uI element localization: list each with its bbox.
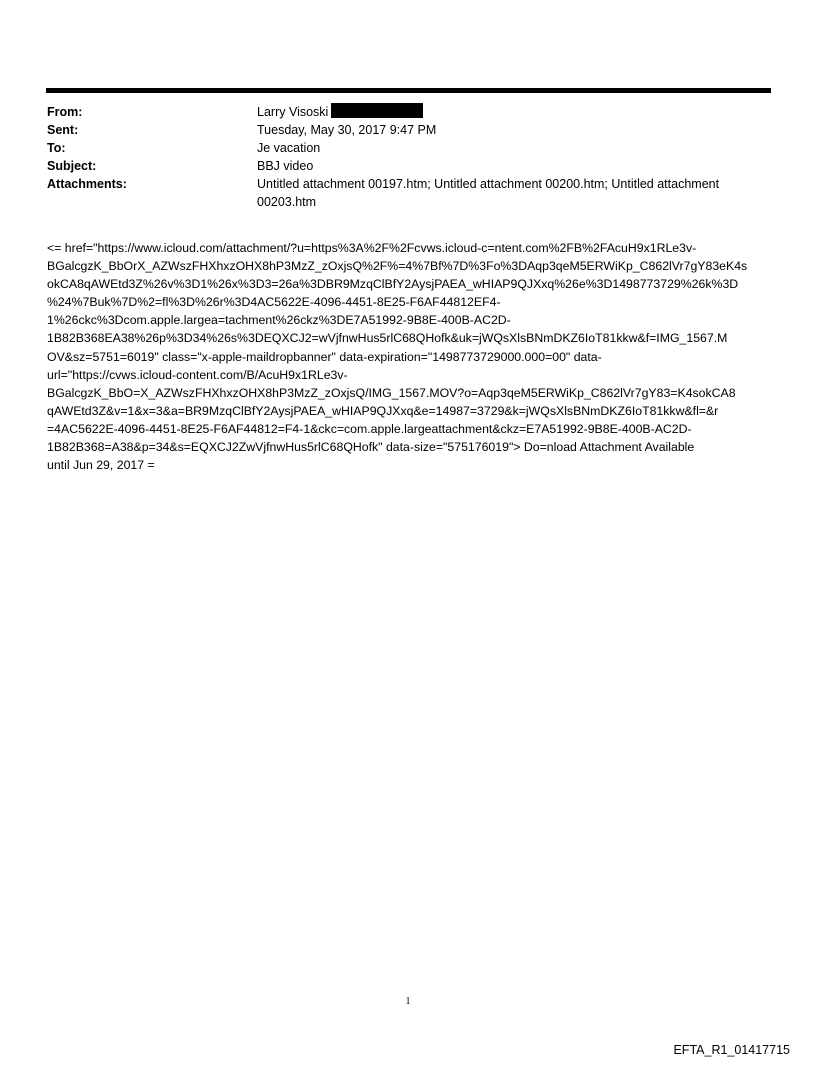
- attachments-value: Untitled attachment 00197.htm; Untitled attachment 00200.htm; Untitled attachment 00203.htm: [257, 177, 720, 209]
- sent-value: Tuesday, May 30, 2017 9:47 PM: [257, 123, 437, 137]
- attachments-row: [47, 175, 772, 211]
- body-line: qAWEtd3Z&v=1&x=3&a=BR9MzqClBfY2AysjPAEA_wHIAP9QJXxq&e=14987=3729&k=jWQsXlsBNmDKZ6IoT81kkw&fl=&r: [47, 403, 719, 418]
- body-line: %24%7Buk%7D%2=fl%3D%26r%3D4AC5622E-4096-4451-8E25-F6AF44812EF4-: [47, 295, 501, 310]
- page-number: 1: [405, 996, 411, 1007]
- body-line: until Jun 29, 2017 =: [47, 458, 155, 473]
- body-line: BGalcgzK_BbO=X_AZWszFHXhxzOHX8hP3MzZ_zOxjsQ/IMG_1567.MOV?o=Aqp3qeM5ERWiKp_C862lVr7gY83=K4sokCA8: [47, 385, 736, 400]
- sent-label: Sent:: [47, 123, 79, 137]
- from-row: [47, 103, 772, 121]
- body-line: 1B82B368EA38%26p%3D34%26s%3DEQXCJ2=wVjfnwHus5rlC68QHofk&uk=jWQsXlsBNmDKZ6IoT81kkw&f=IMG_1567.M: [47, 331, 728, 346]
- body-line: 1%26ckc%3Dcom.apple.largea=tachment%26ckz%3DE7A51992-9B8E-400B-AC2D-: [47, 313, 511, 328]
- sender-name: Larry Visoski: [257, 105, 329, 119]
- header-rule: [46, 88, 771, 93]
- from-label: From:: [47, 105, 83, 119]
- subject-row: [47, 157, 772, 175]
- attachments-label: Attachments:: [47, 177, 127, 191]
- body-line: 1B82B368=A38&p=34&s=EQXCJ2ZwVjfnwHus5rlC68QHofk" data-size="575176019"> Do=nload Attachment Available: [47, 440, 695, 455]
- sent-row: [47, 121, 772, 139]
- email-body: [47, 239, 775, 474]
- subject-value: BBJ video: [257, 159, 314, 173]
- document-id: EFTA_R1_01417715: [673, 1043, 790, 1057]
- redaction-box: [331, 103, 423, 118]
- body-line: =4AC5622E-4096-4451-8E25-F6AF44812=F4-1&ckc=com.apple.largeattachment&ckz=E7A51992-9B8E-400B-AC2D-: [47, 421, 692, 436]
- from-value: [257, 103, 772, 121]
- to-label: To:: [47, 141, 66, 155]
- email-header: [47, 103, 772, 211]
- body-line: url="https://cvws.icloud-content.com/B/AcuH9x1RLe3v-: [47, 367, 348, 382]
- body-line: BGalcgzK_BbOrX_AZWszFHXhxzOHX8hP3MzZ_zOxjsQ%2F%=4%7Bf%7D%3Fo%3DAqp3qeM5ERWiKp_C862lVr7gY83eK4s: [47, 259, 748, 274]
- subject-label: Subject:: [47, 159, 97, 173]
- body-line: <= href="https://www.icloud.com/attachment/?u=https%3A%2F%2Fcvws.icloud-c=ntent.com%2FB%2FAcuH9x1RLe3v-: [47, 241, 697, 255]
- to-value: Je vacation: [257, 141, 321, 155]
- body-line: okCA8qAWEtd3Z%26v%3D1%26x%3D3=26a%3DBR9MzqClBfY2AysjPAEA_wHIAP9QJXxq%26e%3D1498773729%26k%3D: [47, 277, 739, 292]
- body-line: OV&sz=5751=6019" class="x-apple-maildropbanner" data-expiration="1498773729000.000=00" data-: [47, 349, 602, 364]
- to-row: [47, 139, 772, 157]
